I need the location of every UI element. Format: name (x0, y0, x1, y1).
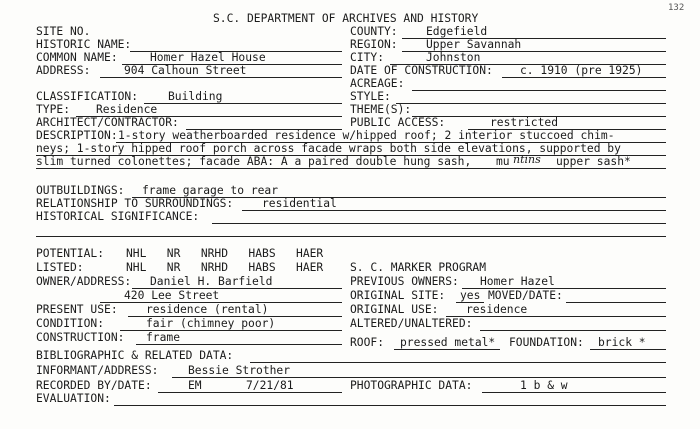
previous-owners-label: PREVIOUS OWNERS: (350, 275, 459, 288)
historical-significance-label: HISTORICAL SIGNIFICANCE: (36, 210, 200, 223)
listed-label: LISTED: (36, 261, 84, 274)
classification-label: CLASSIFICATION: (36, 90, 139, 103)
description-label: DESCRIPTION: (36, 129, 118, 142)
public-access-label: PUBLIC ACCESS: (350, 116, 446, 129)
listed-options: NHL NR NRHD HABS HAER (126, 261, 324, 274)
bibliographic-label: BIBLIOGRAPHIC & RELATED DATA: (36, 349, 234, 362)
roof-label: ROOF: (350, 336, 385, 349)
informant-line (172, 377, 666, 378)
historical-significance-line-2 (36, 236, 666, 237)
roof-line (394, 349, 500, 350)
roof-value: pressed metal* (400, 336, 496, 349)
type-label: TYPE: (36, 103, 71, 116)
relationship-label: RELATIONSHIP TO SURROUNDINGS: (36, 197, 234, 210)
type-value: Residence (96, 103, 158, 116)
original-use-value: residence (466, 303, 528, 316)
marker-program-label: S. C. MARKER PROGRAM (350, 261, 487, 274)
altered-label: ALTERED/UNALTERED: (350, 317, 473, 330)
condition-label: CONDITION: (36, 317, 105, 330)
architect-label: ARCHITECT/CONTRACTOR: (36, 116, 179, 129)
city-value: Johnston (426, 51, 481, 64)
evaluation-label: EVALUATION: (36, 392, 111, 405)
outbuildings-label: OUTBUILDINGS: (36, 184, 125, 197)
original-site-value: yes (460, 289, 481, 302)
informant-value: Bessie Strother (188, 364, 291, 377)
recorded-by-label: RECORDED BY/DATE: (36, 379, 152, 392)
acreage-label: ACREAGE: (350, 77, 405, 90)
previous-owners-value: Homer Hazel (480, 275, 555, 288)
photographic-value: 1 b & w (520, 379, 568, 392)
description-line-2: neys; 1-story hipped roof porch across facade wraps both side elevations, supported by (36, 142, 621, 155)
owner-address-label: OWNER/ADDRESS: (36, 275, 132, 288)
region-value: Upper Savannah (426, 38, 522, 51)
classification-value: Building (168, 90, 223, 103)
photographic-label: PHOTOGRAPHIC DATA: (350, 379, 473, 392)
historic-name-label: HISTORIC NAME: (36, 38, 132, 51)
moved-date-line (566, 302, 666, 303)
address-label: ADDRESS: (36, 64, 91, 77)
present-use-value: residence (rental) (146, 303, 269, 316)
historical-significance-line (212, 223, 666, 224)
acreage-line (412, 90, 666, 91)
description-handwritten-correction: ntins (513, 153, 541, 166)
date-of-construction-value: c. 1910 (pre 1925) (520, 64, 643, 77)
description-line-3-tail: upper sash* (556, 155, 631, 168)
region-label: REGION: (350, 38, 398, 51)
date-of-construction-line (502, 77, 666, 78)
county-value: Edgefield (426, 25, 488, 38)
description-rule-3 (36, 168, 666, 169)
original-use-label: ORIGINAL USE: (350, 303, 439, 316)
photographic-line (482, 392, 666, 393)
original-use-line (446, 316, 666, 317)
construction-value: frame (146, 331, 181, 344)
altered-line (480, 330, 666, 331)
themes-label: THEME(S): (350, 103, 412, 116)
common-name-label: COMMON NAME: (36, 51, 118, 64)
evaluation-line (114, 405, 666, 406)
foundation-label: FOUNDATION: (509, 336, 584, 349)
moved-date-label: MOVED/DATE: (488, 289, 563, 302)
description-typed-fragment: mu (496, 155, 510, 168)
page-title: S.C. DEPARTMENT OF ARCHIVES AND HISTORY (213, 12, 479, 25)
county-label: COUNTY: (350, 25, 398, 38)
potential-label: POTENTIAL: (36, 247, 105, 260)
foundation-line (590, 349, 666, 350)
recorded-by-date: 7/21/81 (246, 379, 294, 392)
address-line (100, 77, 342, 78)
city-label: CITY: (350, 51, 385, 64)
public-access-value: restricted (490, 116, 559, 129)
recorded-by-value: EM (188, 379, 202, 392)
common-name-value: Homer Hazel House (150, 51, 266, 64)
outbuildings-value: frame garage to rear (142, 184, 279, 197)
condition-value: fair (chimney poor) (146, 317, 276, 330)
original-site-label: ORIGINAL SITE: (350, 289, 446, 302)
address-value: 904 Calhoun Street (124, 64, 247, 77)
date-of-construction-label: DATE OF CONSTRUCTION: (350, 64, 493, 77)
description-line-1: 1-story weatherboarded residence w/hipped roof; 2 interior stuccoed chim- (118, 129, 615, 142)
style-line (396, 103, 666, 104)
owner-address-street: 420 Lee Street (124, 289, 220, 302)
construction-line (136, 344, 342, 345)
relationship-line (242, 210, 666, 211)
recorded-by-line (158, 392, 342, 393)
page-number: 132 (668, 3, 685, 13)
style-label: STYLE: (350, 90, 391, 103)
description-line-3: slim turned colonettes; facade ABA: A a paired double hung sash, (36, 155, 472, 168)
bibliographic-line (250, 362, 666, 363)
owner-address-value: Daniel H. Barfield (150, 275, 273, 288)
relationship-value: residential (262, 197, 337, 210)
present-use-label: PRESENT USE: (36, 303, 118, 316)
site-no-label: SITE NO. (36, 25, 91, 38)
classification-line (144, 103, 342, 104)
foundation-value: brick * (598, 336, 646, 349)
construction-label: CONSTRUCTION: (36, 331, 125, 344)
informant-label: INFORMANT/ADDRESS: (36, 364, 159, 377)
potential-options: NHL NR NRHD HABS HAER (126, 247, 324, 260)
